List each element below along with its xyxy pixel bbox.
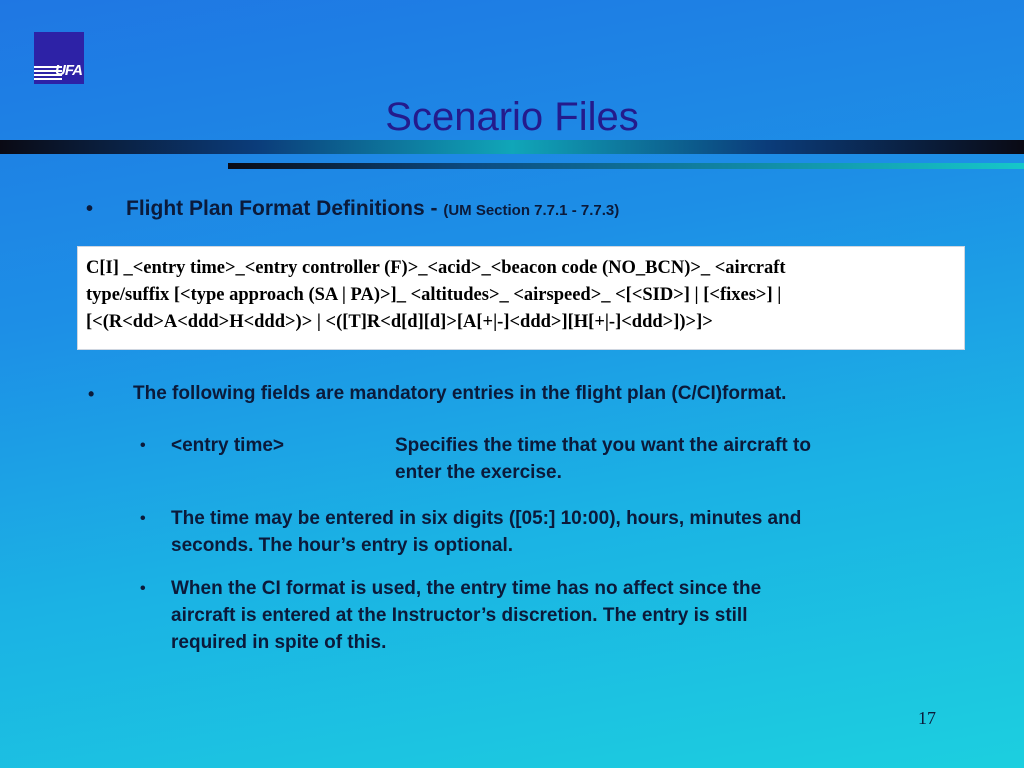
item-line: The time may be entered in six digits ([05:] 10:00), hours, minutes and (171, 508, 802, 529)
item-description (395, 432, 811, 486)
item-line: Specifies the time that you want the aircraft to (395, 435, 811, 456)
mandatory-intro: The following fields are mandatory entries in the flight plan (C/CI)format. (133, 383, 787, 404)
format-line: type/suffix [<type approach (SA | PA)>]_ <altitudes>_ <airspeed>_ <[<SID>] | [<fixes>] | (86, 285, 782, 305)
flight-plan-format-box (77, 246, 965, 350)
bullet-marker: • (86, 198, 94, 220)
sub-bullet-marker: • (140, 437, 146, 454)
item-description (171, 575, 761, 656)
item-description (171, 505, 801, 559)
item-line: seconds. The hour’s entry is optional. (171, 535, 514, 556)
slide-title: Scenario Files (385, 95, 639, 139)
ufa-logo (34, 32, 84, 84)
sub-bullet-marker: • (140, 510, 146, 527)
format-line: C[I] _<entry time>_<entry controller (F)>_<acid>_<beacon code (NO_BCN)>_ <aircraft (86, 258, 786, 278)
item-line: When the CI format is used, the entry time has no affect since the (171, 578, 762, 599)
format-line: [<(R<dd>A<ddd>H<ddd>)> | <([T]R<d[d][d]>[A[+|-]<ddd>][H[+|-]<ddd>])>]> (86, 312, 713, 332)
item-line: required in spite of this. (171, 632, 387, 653)
logo-text: UFA (55, 62, 82, 79)
sub-bullet-marker: • (140, 580, 146, 597)
section-heading (126, 197, 619, 221)
divider-bar-top (0, 140, 1024, 154)
item-term: <entry time> (171, 435, 284, 456)
heading-text: Flight Plan Format Definitions - (126, 197, 444, 220)
item-line: aircraft is entered at the Instructor’s discretion. The entry is still (171, 605, 748, 626)
divider-bar-bottom (228, 163, 1024, 169)
bullet-marker: • (88, 384, 95, 404)
item-line: enter the exercise. (395, 462, 562, 483)
page-number: 17 (918, 708, 936, 728)
heading-reference: (UM Section 7.7.1 - 7.7.3) (443, 202, 620, 219)
